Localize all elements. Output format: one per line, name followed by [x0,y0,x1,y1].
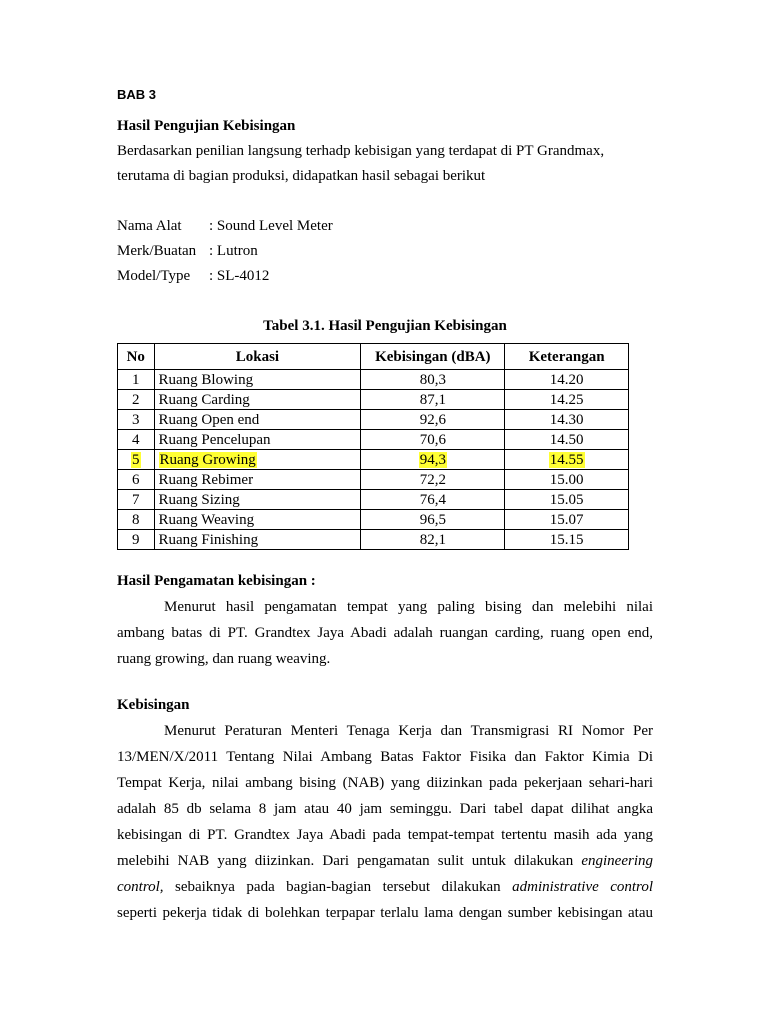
table-row [118,370,629,390]
instrument-label: Nama Alat [117,218,182,234]
cell-keterangan: 14.55 [505,450,629,470]
table-row [118,410,629,430]
cell-no: 7 [118,490,155,510]
section-title-hasil-pengamatan: Hasil Pengamatan kebisingan : [117,573,316,589]
paragraph-line: Menurut hasil pengamatan tempat yang paling bising dan melebihi nilai [164,599,653,615]
paragraph-line: Menurut Peraturan Menteri Tenaga Kerja dan Transmigrasi RI Nomor Per [164,723,653,739]
cell-keterangan: 14.20 [505,370,629,390]
cell-kebisingan: 70,6 [361,430,505,450]
paragraph-line: Tempat Kerja, nilai ambang bising (NAB) yang diizinkan pada pekerjaan sehari-hari [117,775,653,791]
cell-lokasi: Ruang Weaving [154,510,361,530]
instrument-row-nama-alat [117,218,333,235]
cell-keterangan: 15.07 [505,510,629,530]
noise-results-table [117,343,629,550]
header-no: No [118,344,155,370]
cell-no: 5 [118,450,155,470]
instrument-row-model [117,268,269,285]
header-lokasi: Lokasi [154,344,361,370]
cell-lokasi: Ruang Rebimer [154,470,361,490]
cell-no: 8 [118,510,155,530]
paragraph-line: seperti pekerja tidak di bolehkan terpapar terlalu lama dengan sumber kebisingan atau [117,905,653,921]
cell-kebisingan: 92,6 [361,410,505,430]
chapter-heading: BAB 3 [117,87,157,102]
cell-kebisingan: 96,5 [361,510,505,530]
cell-no: 6 [118,470,155,490]
cell-kebisingan: 76,4 [361,490,505,510]
cell-no: 4 [118,430,155,450]
table-row [118,430,629,450]
cell-lokasi: Ruang Growing [154,450,361,470]
paragraph-line: adalah 85 db selama 8 jam atau 40 jam seminggu. Dari tabel dapat dilihat angka [117,801,653,817]
table-row [118,510,629,530]
table-row [118,390,629,410]
table-row [118,490,629,510]
cell-kebisingan: 94,3 [361,450,505,470]
cell-keterangan: 15.15 [505,530,629,550]
cell-kebisingan: 82,1 [361,530,505,550]
cell-kebisingan: 80,3 [361,370,505,390]
paragraph-line: ruang growing, dan ruang weaving. [117,651,331,667]
cell-keterangan: 14.25 [505,390,629,410]
instrument-label: Model/Type [117,268,191,284]
header-kebisingan: Kebisingan (dBA) [361,344,505,370]
cell-lokasi: Ruang Finishing [154,530,361,550]
instrument-value: : SL-4012 [209,268,270,284]
cell-lokasi: Ruang Open end [154,410,361,430]
instrument-label: Merk/Buatan [117,243,197,259]
cell-no: 1 [118,370,155,390]
table-row [118,450,629,470]
cell-lokasi: Ruang Pencelupan [154,430,361,450]
observation-paragraph [117,594,653,672]
section-title-hasil-pengujian: Hasil Pengujian Kebisingan [117,118,296,134]
section-title-kebisingan: Kebisingan [117,697,190,713]
cell-keterangan: 14.50 [505,430,629,450]
paragraph-line: melebihi NAB yang diizinkan. Dari pengamatan sulit untuk dilakukan engineering [117,853,653,869]
cell-lokasi: Ruang Blowing [154,370,361,390]
cell-no: 9 [118,530,155,550]
intro-line-2: terutama di bagian produksi, didapatkan hasil sebagai berikut [117,168,486,184]
table-header-row [118,344,629,370]
table-row [118,530,629,550]
paragraph-line: ambang batas di PT. Grandtex Jaya Abadi adalah ruangan carding, ruang open end, [117,625,653,641]
cell-keterangan: 15.05 [505,490,629,510]
intro-line-1: Berdasarkan penilian langsung terhadp kebisigan yang terdapat di PT Grandmax, [117,143,605,159]
document-page [117,0,653,1024]
instrument-value: : Sound Level Meter [209,218,333,234]
cell-kebisingan: 87,1 [361,390,505,410]
paragraph-line: 13/MEN/X/2011 Tentang Nilai Ambang Batas Faktor Fisika dan Faktor Kimia Di [117,749,653,765]
cell-no: 2 [118,390,155,410]
paragraph-line: kebisingan di PT. Grandtex Jaya Abadi pada tempat-tempat tertentu masih ada yang [117,827,653,843]
cell-lokasi: Ruang Sizing [154,490,361,510]
instrument-value: : Lutron [209,243,258,259]
cell-kebisingan: 72,2 [361,470,505,490]
cell-keterangan: 14.30 [505,410,629,430]
cell-keterangan: 15.00 [505,470,629,490]
paragraph-line: control, sebaiknya pada bagian-bagian tersebut dilakukan administrative control [117,879,653,895]
table-row [118,470,629,490]
header-keterangan: Keterangan [505,344,629,370]
regulation-paragraph [117,718,653,926]
table-caption: Tabel 3.1. Hasil Pengujian Kebisingan [263,318,507,334]
cell-lokasi: Ruang Carding [154,390,361,410]
cell-no: 3 [118,410,155,430]
instrument-row-merk [117,243,258,260]
